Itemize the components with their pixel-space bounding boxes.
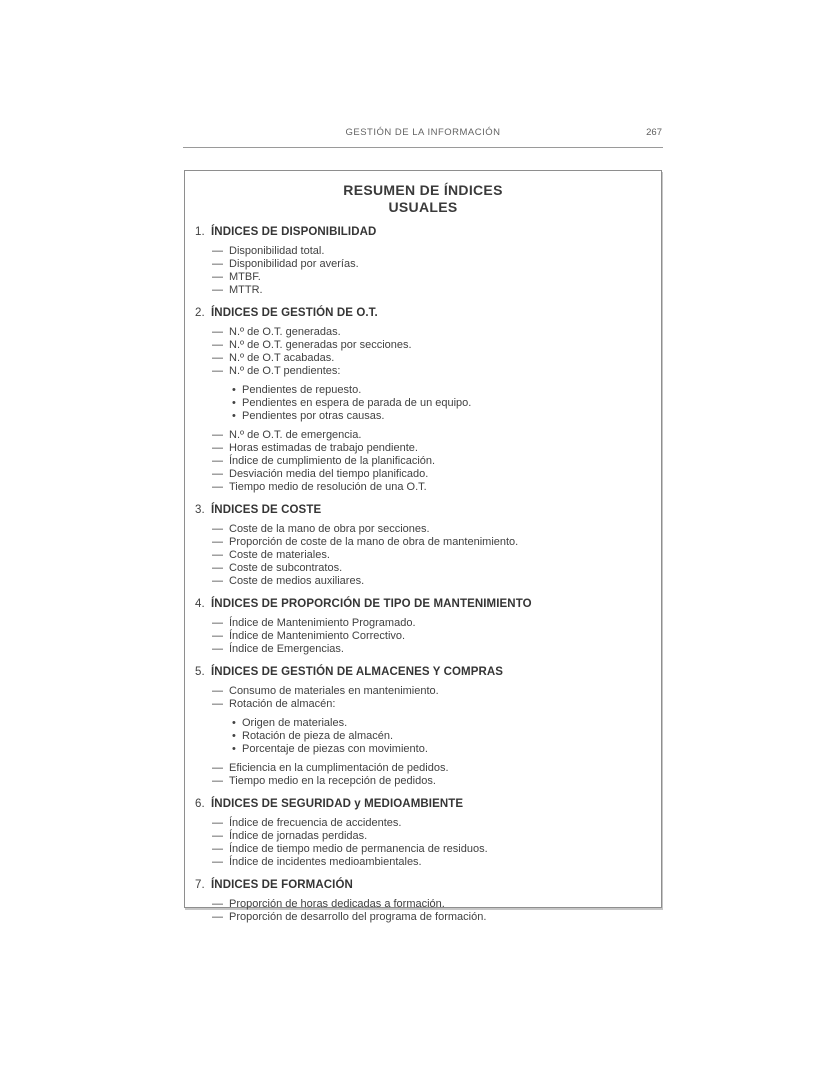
section-heading: ÍNDICES DE FORMACIÓN <box>211 879 353 891</box>
section-number: 1. <box>195 226 205 238</box>
dash-marker: — <box>212 245 223 257</box>
section-item-list <box>195 817 649 869</box>
dash-marker: — <box>212 911 223 923</box>
list-item <box>212 617 649 630</box>
section-heading-row <box>195 226 649 239</box>
list-item <box>212 775 649 788</box>
item-text: Rotación de pieza de almacén. <box>242 730 394 742</box>
section-heading: ÍNDICES DE PROPORCIÓN DE TIPO DE MANTENIMIENTO <box>211 598 532 610</box>
section-heading-row <box>195 504 649 517</box>
section-heading: ÍNDICES DE DISPONIBILIDAD <box>211 226 377 238</box>
list-item <box>212 271 649 284</box>
item-text: Coste de materiales. <box>229 549 330 561</box>
item-text: Disponibilidad por averías. <box>229 258 359 270</box>
list-item <box>212 429 649 442</box>
bullet-marker: • <box>232 410 236 422</box>
item-text: Desviación media del tiempo planificado. <box>229 468 429 480</box>
item-text: Pendientes de repuesto. <box>242 384 362 396</box>
list-item <box>212 284 649 297</box>
list-item <box>232 410 649 423</box>
item-text: MTTR. <box>229 284 263 296</box>
item-text: Eficiencia en la cumplimentación de pedidos. <box>229 762 449 774</box>
item-text: Proporción de desarrollo del programa de formación. <box>229 911 487 923</box>
dash-marker: — <box>212 562 223 574</box>
item-text: N.º de O.T. generadas. <box>229 326 341 338</box>
list-item <box>212 339 649 352</box>
list-item <box>212 468 649 481</box>
section-number: 3. <box>195 504 205 516</box>
page-number: 267 <box>646 127 662 138</box>
index-section <box>185 307 661 494</box>
item-text: Índice de Mantenimiento Programado. <box>229 617 416 629</box>
list-item <box>212 536 649 549</box>
list-item <box>232 397 649 410</box>
dash-marker: — <box>212 326 223 338</box>
index-sections <box>185 226 661 924</box>
section-number: 5. <box>195 666 205 678</box>
dash-marker: — <box>212 843 223 855</box>
item-text: Proporción de coste de la mano de obra de mantenimiento. <box>229 536 519 548</box>
list-item <box>212 523 649 536</box>
dash-marker: — <box>212 830 223 842</box>
list-item <box>212 698 649 711</box>
item-text: Índice de cumplimiento de la planificación. <box>229 455 436 467</box>
list-item <box>212 643 649 656</box>
box-title-line1: RESUMEN DE ÍNDICES <box>343 182 503 198</box>
dash-marker: — <box>212 536 223 548</box>
list-item <box>212 326 649 339</box>
section-heading: ÍNDICES DE COSTE <box>211 504 322 516</box>
item-text: Índice de Mantenimiento Correctivo. <box>229 630 406 642</box>
list-item <box>212 830 649 843</box>
item-text: Origen de materiales. <box>242 717 348 729</box>
dash-marker: — <box>212 643 223 655</box>
item-text: Tiempo medio de resolución de una O.T. <box>229 481 427 493</box>
list-item <box>212 630 649 643</box>
section-number: 6. <box>195 798 205 810</box>
dash-marker: — <box>212 468 223 480</box>
list-item <box>212 762 649 775</box>
section-heading-row <box>195 798 649 811</box>
index-section <box>185 879 661 924</box>
dash-marker: — <box>212 271 223 283</box>
section-item-list <box>195 523 649 588</box>
section-heading-row <box>195 598 649 611</box>
dash-marker: — <box>212 549 223 561</box>
item-text: Pendientes por otras causas. <box>242 410 385 422</box>
bullet-marker: • <box>232 384 236 396</box>
list-item <box>212 455 649 468</box>
dash-marker: — <box>212 284 223 296</box>
section-heading: ÍNDICES DE GESTIÓN DE ALMACENES Y COMPRAS <box>211 666 504 678</box>
dash-marker: — <box>212 365 223 377</box>
item-text: Proporción de horas dedicadas a formación. <box>229 898 445 910</box>
list-item <box>212 442 649 455</box>
dash-marker: — <box>212 762 223 774</box>
bullet-marker: • <box>232 743 236 755</box>
section-number: 7. <box>195 879 205 891</box>
bullet-marker: • <box>232 730 236 742</box>
dash-marker: — <box>212 455 223 467</box>
item-text: Índice de Emergencias. <box>229 643 344 655</box>
index-section <box>185 666 661 788</box>
bullet-marker: • <box>232 397 236 409</box>
item-text: Índice de tiempo medio de permanencia de residuos. <box>229 843 488 855</box>
dash-marker: — <box>212 685 223 697</box>
list-item <box>212 817 649 830</box>
section-heading: ÍNDICES DE SEGURIDAD y MEDIOAMBIENTE <box>211 798 464 810</box>
dash-marker: — <box>212 442 223 454</box>
section-item-list <box>195 898 649 924</box>
list-item <box>232 384 649 397</box>
dash-marker: — <box>212 856 223 868</box>
dash-marker: — <box>212 817 223 829</box>
dash-marker: — <box>212 898 223 910</box>
list-item <box>212 856 649 869</box>
list-item <box>212 685 649 698</box>
list-item <box>232 743 649 756</box>
item-text: Índice de incidentes medioambientales. <box>229 856 422 868</box>
section-heading-row <box>195 666 649 679</box>
item-text: Índice de jornadas perdidas. <box>229 830 368 842</box>
list-item <box>232 730 649 743</box>
summary-box <box>184 170 662 923</box>
item-text: Coste de la mano de obra por secciones. <box>229 523 430 535</box>
item-text: Rotación de almacén: <box>229 698 336 710</box>
item-text: Horas estimadas de trabajo pendiente. <box>229 442 418 454</box>
page-header <box>183 124 663 148</box>
item-text: Disponibilidad total. <box>229 245 325 257</box>
list-item <box>212 352 649 365</box>
list-item <box>212 365 649 378</box>
list-item <box>212 898 649 911</box>
section-number: 4. <box>195 598 205 610</box>
dash-marker: — <box>212 352 223 364</box>
list-item <box>232 717 649 730</box>
box-title-line2: USUALES <box>388 199 458 215</box>
item-text: N.º de O.T. de emergencia. <box>229 429 362 441</box>
index-section <box>185 504 661 588</box>
list-item <box>212 245 649 258</box>
item-text: Porcentaje de piezas con movimiento. <box>242 743 428 755</box>
index-section <box>185 598 661 656</box>
list-item <box>212 911 649 924</box>
dash-marker: — <box>212 481 223 493</box>
index-section <box>185 798 661 869</box>
bullet-marker: • <box>232 717 236 729</box>
section-heading-row <box>195 307 649 320</box>
item-text: MTBF. <box>229 271 261 283</box>
list-item <box>212 575 649 588</box>
section-item-list <box>195 617 649 656</box>
item-text: Consumo de materiales en mantenimiento. <box>229 685 439 697</box>
dash-marker: — <box>212 698 223 710</box>
item-text: N.º de O.T. generadas por secciones. <box>229 339 412 351</box>
list-item <box>212 843 649 856</box>
item-text: N.º de O.T pendientes: <box>229 365 341 377</box>
section-heading: ÍNDICES DE GESTIÓN DE O.T. <box>211 307 378 319</box>
section-item-list <box>195 326 649 494</box>
item-text: N.º de O.T acabadas. <box>229 352 335 364</box>
list-item <box>212 481 649 494</box>
running-head: GESTIÓN DE LA INFORMACIÓN <box>345 127 501 138</box>
dash-marker: — <box>212 617 223 629</box>
box-title <box>185 182 661 216</box>
section-heading-row <box>195 879 649 892</box>
section-item-list <box>195 245 649 297</box>
section-item-list <box>195 685 649 788</box>
dash-marker: — <box>212 429 223 441</box>
dash-marker: — <box>212 258 223 270</box>
section-number: 2. <box>195 307 205 319</box>
item-text: Tiempo medio en la recepción de pedidos. <box>229 775 436 787</box>
index-section <box>185 226 661 297</box>
dash-marker: — <box>212 339 223 351</box>
dash-marker: — <box>212 575 223 587</box>
list-item <box>212 258 649 271</box>
dash-marker: — <box>212 523 223 535</box>
item-text: Coste de subcontratos. <box>229 562 343 574</box>
item-text: Pendientes en espera de parada de un equipo. <box>242 397 472 409</box>
item-text: Coste de medios auxiliares. <box>229 575 365 587</box>
dash-marker: — <box>212 630 223 642</box>
list-item <box>212 562 649 575</box>
dash-marker: — <box>212 775 223 787</box>
list-item <box>212 549 649 562</box>
item-text: Índice de frecuencia de accidentes. <box>229 817 402 829</box>
